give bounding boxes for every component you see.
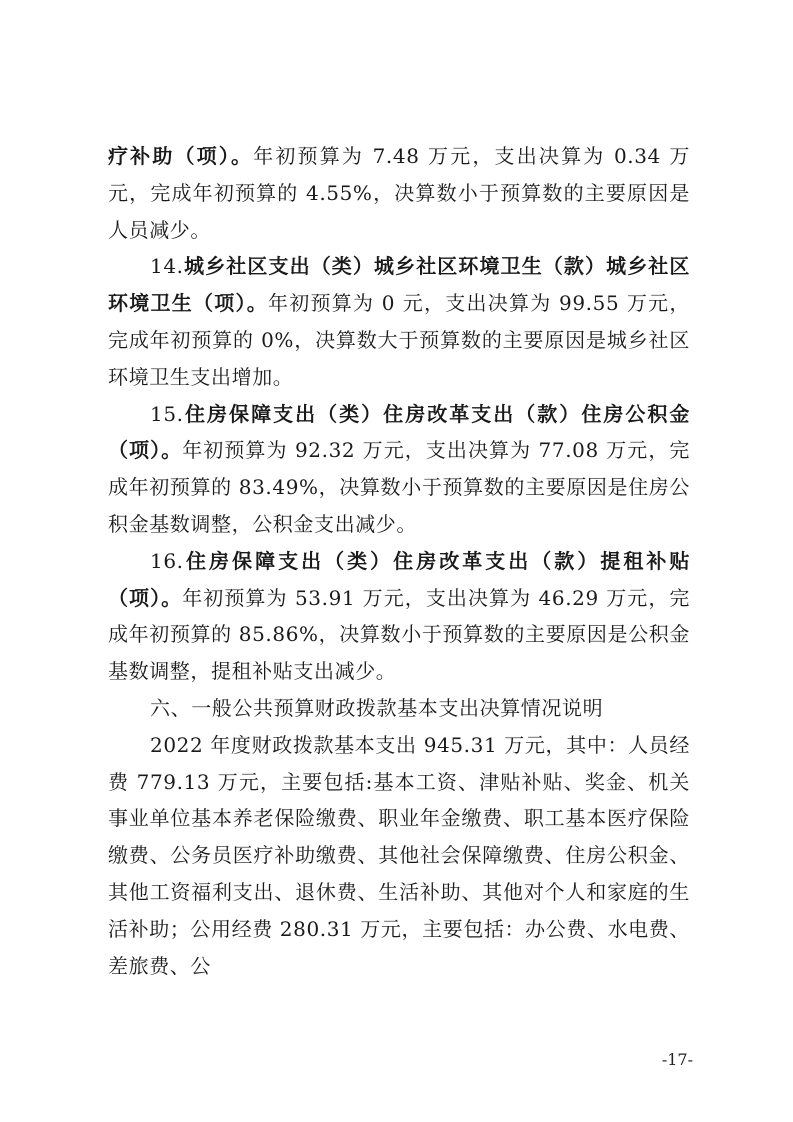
item-number: 15. [150, 401, 184, 426]
item-text: 年初预算为 7.48 万元，支出决算为 0.34 万元，完成年初预算的 4.55%，决算数小于预算数的主要原因是人员减少。 [108, 144, 691, 242]
page-number: -17- [661, 1050, 693, 1069]
paragraph-item-14 [108, 248, 690, 395]
paragraph-text: 2022 年度财政拨款基本支出 945.31 万元，其中：人员经费 779.13 万元，主要包括:基本工资、津贴补贴、奖金、机关事业单位基本养老保险缴费、职业年金缴费、职工基本医疗保险缴费、公务员医疗补助缴费、其他社会保障缴费、住房公积金、其他工资福利支出、退休费、生活补助、其他对个人和家庭的生活补助；公用经费 280.31 万元，主要包括：办公费、水电费、差旅费、公 [108, 732, 690, 978]
paragraph-item-15 [108, 396, 690, 543]
paragraph-item-16 [108, 543, 690, 690]
item-number: 14. [150, 254, 184, 279]
item-number: 16. [150, 548, 184, 573]
paragraph-medical-subsidy [108, 138, 690, 248]
item-title: 住房保障支出（类）住房改革支出（款）住房公积金（项）。 [108, 401, 690, 463]
item-text: 年初预算为 53.91 万元，支出决算为 46.29 万元，完成年初预算的 85.86%，决算数小于预算数的主要原因是公积金基数调整，提租补贴支出减少。 [108, 585, 690, 684]
item-text: 年初预算为 0 元，支出决算为 99.55 万元，完成年初预算的 0%，决算数大于预算数的主要原因是城乡社区环境卫生支出增加。 [108, 291, 690, 389]
item-title: 住房保障支出（类）住房改革支出（款）提租补贴（项）。 [108, 548, 690, 610]
item-text: 年初预算为 92.32 万元，支出决算为 77.08 万元，完成年初预算的 83.49%，决算数小于预算数的主要原因是住房公积金基数调整，公积金支出减少。 [108, 438, 690, 536]
item-title: 疗补助（项）。 [108, 144, 254, 168]
item-title: 城乡社区支出（类）城乡社区环境卫生（款）城乡社区环境卫生（项）。 [108, 254, 690, 316]
paragraph-basic-expenditure [108, 727, 690, 985]
document-body [108, 138, 690, 984]
section-heading: 六、一般公共预算财政拨款基本支出决算情况说明 [150, 695, 604, 720]
